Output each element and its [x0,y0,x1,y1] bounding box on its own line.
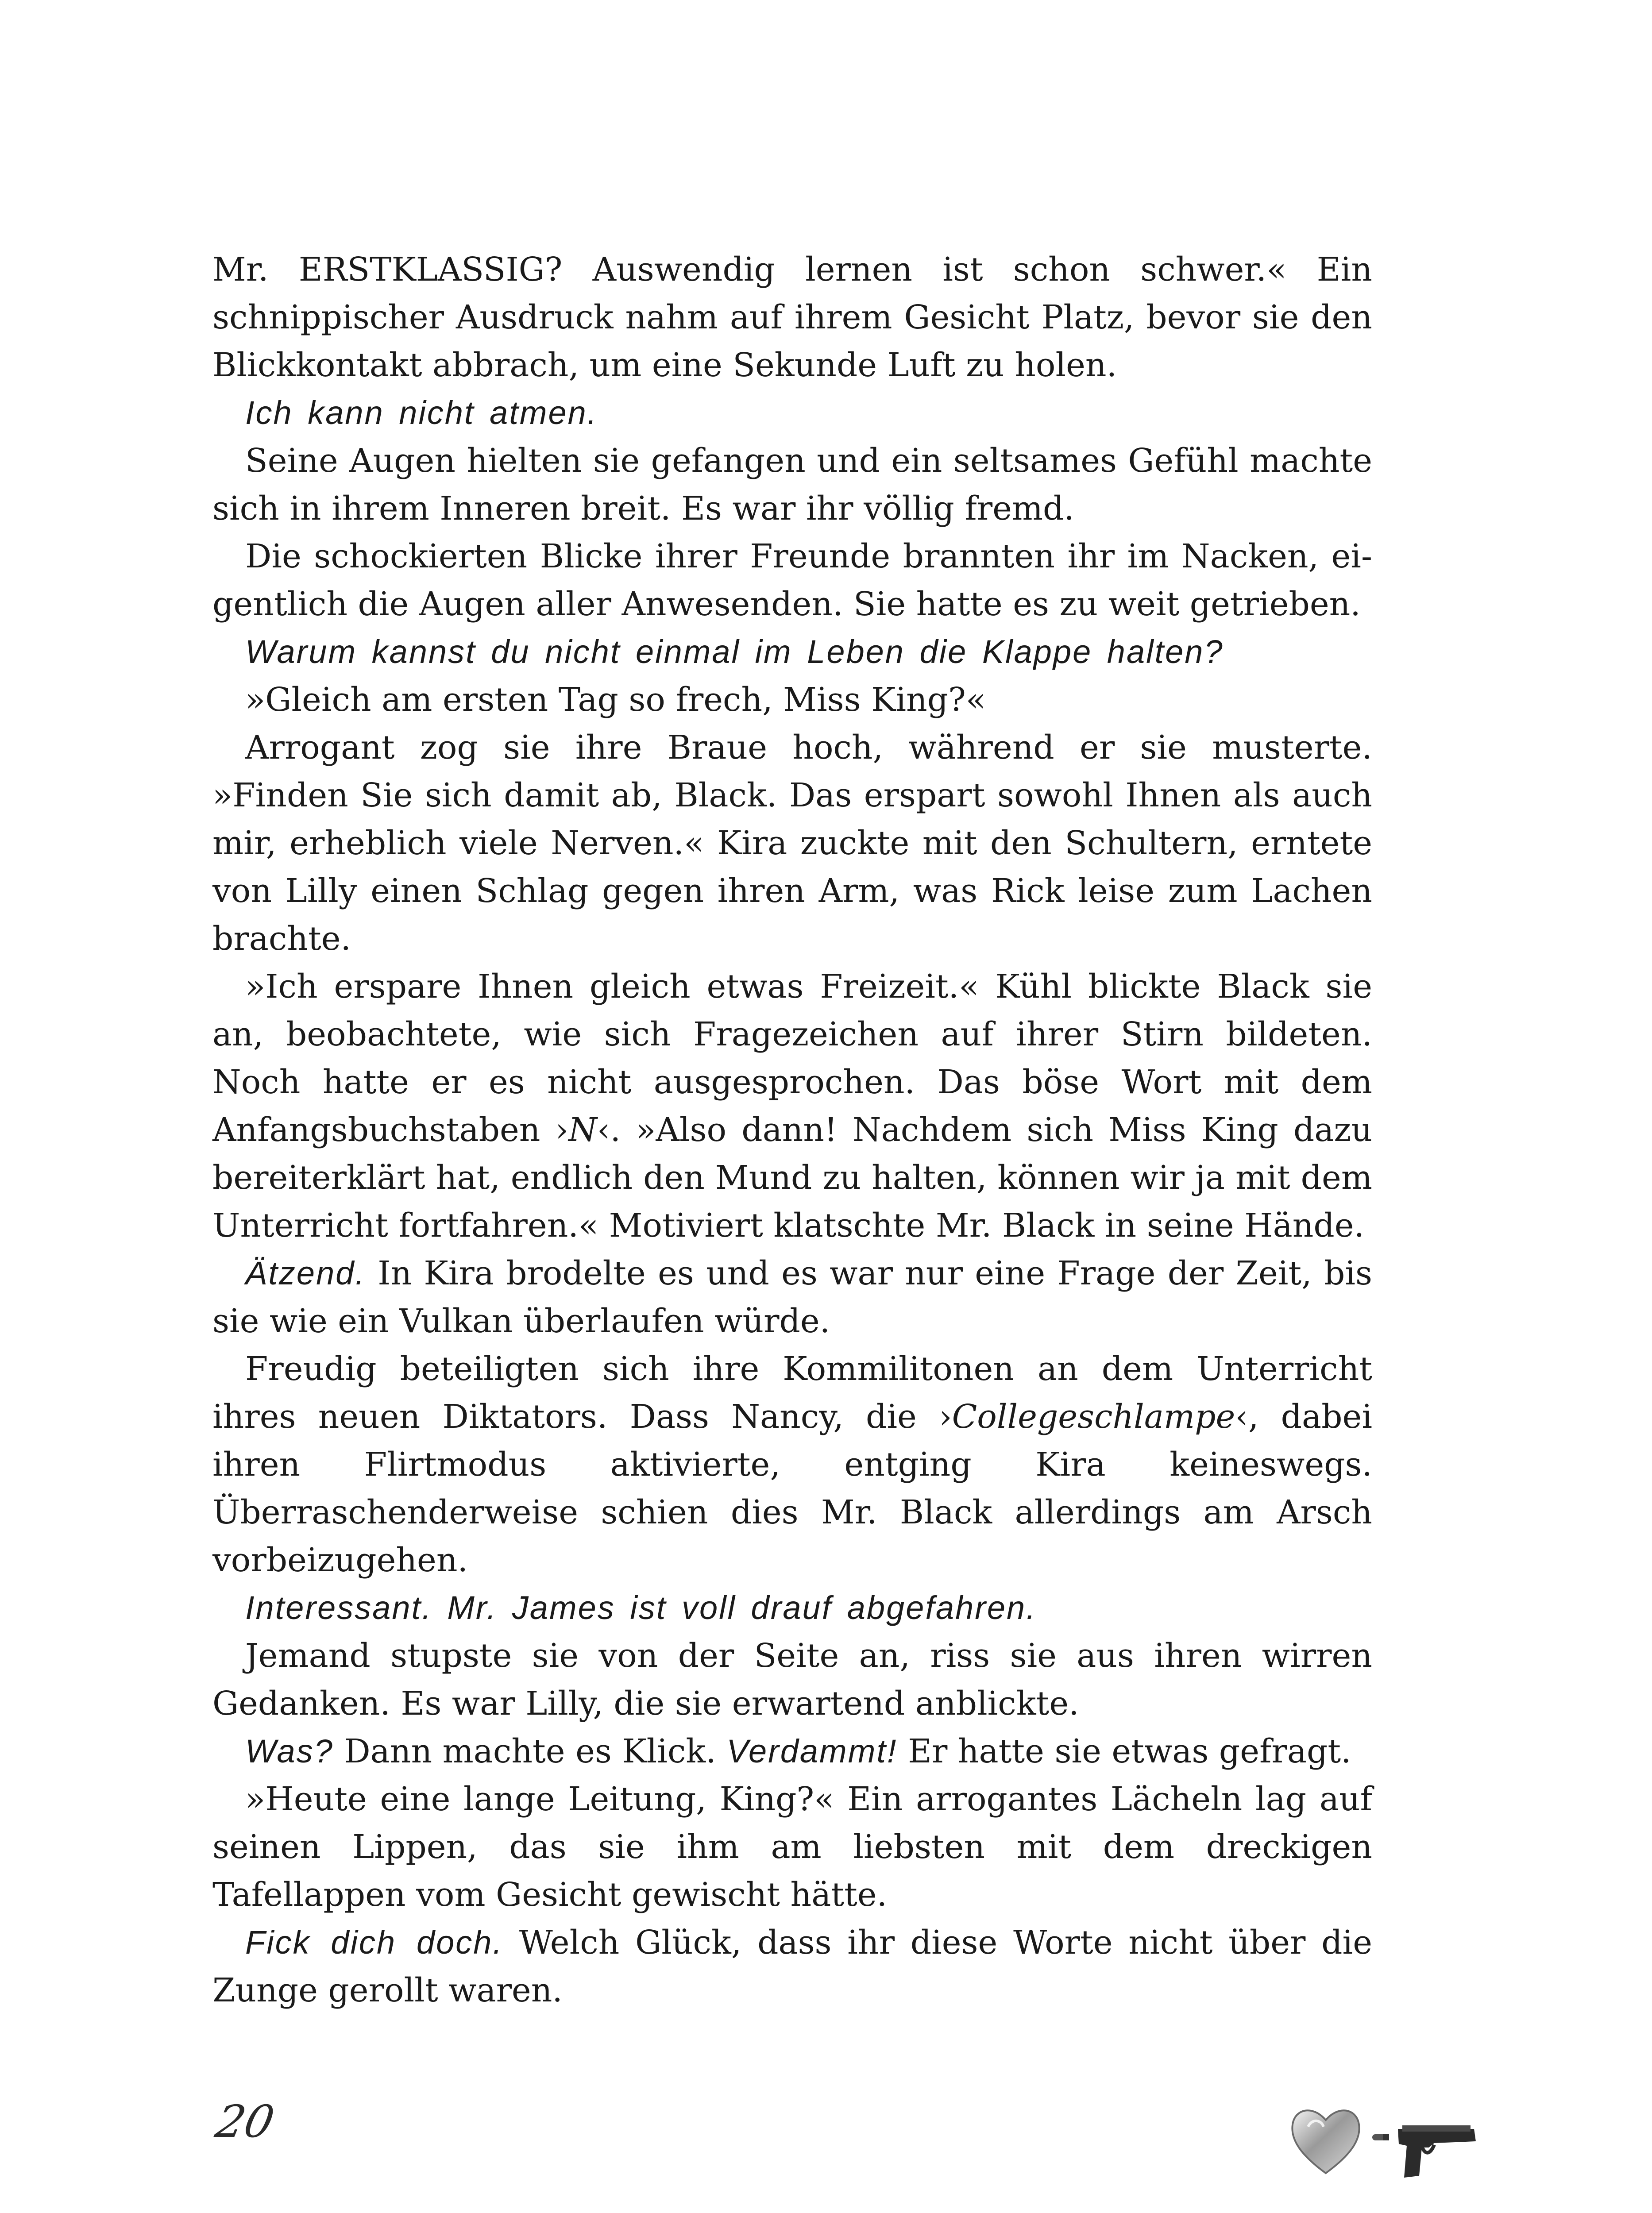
paragraph [212,1249,1372,1345]
text-run: »Heute eine lange Leitung, King?« Ein arrogantes Lächeln lag auf seinen Lippen, das sie ihm am liebsten mit dem dreckigen Tafellappen vom Gesicht gewischt hätte. [212,1780,1372,1914]
paragraph [212,1919,1372,2014]
text-run: Mr. ERSTKLASSIG? Auswendig lernen ist schon schwer.« Ein schnippischer Ausdruck nahm auf ihrem Gesicht Platz, bevor sie den Blickkontakt abbrach, um eine Sekunde Luft zu holen. [212,251,1372,384]
paragraph [212,1345,1372,1584]
text-run: In Kira brodelte es und es war nur eine Frage der Zeit, bis sie wie ein Vulkan überlaufen würde. [212,1254,1372,1340]
paragraph [212,1775,1372,1919]
paragraph [212,532,1372,628]
paragraph [212,676,1372,724]
text-run: ‹. »Also dann! Nachdem sich Miss King dazu bereiterklärt hat, endlich den Mund zu halten, können wir ja mit dem Unterricht fortfahren.« Motiviert klatschte Mr. Black in seine Hände. [212,1111,1373,1245]
paragraph [212,963,1372,1249]
inner-thought: Ich kann nicht atmen. [245,394,598,431]
text-run: Er hatte sie etwas gefragt. [897,1732,1351,1770]
inner-thought: Was? [245,1733,334,1770]
paragraph [212,437,1372,532]
paragraph [212,1584,1372,1632]
inner-thought: Verdammt! [726,1733,898,1770]
text-run: ‹, dabei ihren Flirtmodus aktivierte, entging Kira keineswegs. Überraschenderweise schien dies Mr. Black allerdings am Arsch vorbeizugehen. [212,1398,1372,1579]
bullet-icon [1372,2134,1389,2140]
paragraph [212,246,1372,389]
inner-thought: Ätzend. [245,1255,366,1292]
ornament [1288,2089,1492,2191]
body-text [212,246,1372,2014]
text-run: Welch Glück, dass ihr diese Worte nicht über die Zunge gerollt waren. [212,1924,1372,2009]
text-run: Dann machte es Klick. [333,1732,727,1770]
paragraph [212,1727,1372,1775]
text-run: Arrogant zog sie ihre Braue hoch, während er sie musterte. »Finden Sie sich damit ab, Black. Das erspart sowohl Ihnen als auch mir, erheblich viele Nerven.« Kira zuckte mit den Schultern, erntete von Lilly einen Schlag gegen ihren Arm, was Rick leise zum Lachen brachte. [212,729,1372,958]
page-number: 20 [211,2096,279,2147]
paragraph [212,724,1372,963]
inner-thought: Fick dich doch. [245,1924,503,1961]
paragraph [212,389,1372,437]
text-run: Freudig beteiligten sich ihre Kommilitonen an dem Unterricht ihres neuen Diktators. Dass Nancy, die › [212,1350,1372,1436]
pistol-icon [1398,2125,1476,2178]
heart-icon [1292,2110,1359,2173]
inner-thought: Warum kannst du nicht einmal im Leben die Klappe halten? [245,633,1224,670]
text-run: »Ich erspare Ihnen gleich etwas Freizeit.« Kühl blickte Black sie an, beobachtete, wie sich Fragezeichen auf ihrer Stirn bildeten. Noch hatte er es nicht ausgesprochen. Das böse Wort mit dem Anfangsbuchstaben › [212,968,1372,1149]
text-run: Jemand stupste sie von der Seite an, riss sie aus ihren wirren Gedanken. Es war Lilly, die sie erwartend anblickte. [212,1637,1372,1723]
text-run: Die schockierten Blicke ihrer Freunde brannten ihr im Nacken, eigentlich die Augen aller Anwesenden. Sie hatte es zu weit getrieben. [212,537,1372,623]
text-run: »Gleich am ersten Tag so frech, Miss King?« [245,681,986,719]
inner-thought: Interessant. Mr. James ist voll drauf abgefahren. [245,1589,1037,1626]
paragraph [212,628,1372,676]
text-run: Seine Augen hielten sie gefangen und ein seltsames Gefühl machte sich in ihrem Inneren breit. Es war ihr völlig fremd. [212,442,1372,528]
emphasis: N [568,1111,597,1149]
emphasis: Collegeschlampe [952,1398,1235,1436]
paragraph [212,1632,1372,1727]
